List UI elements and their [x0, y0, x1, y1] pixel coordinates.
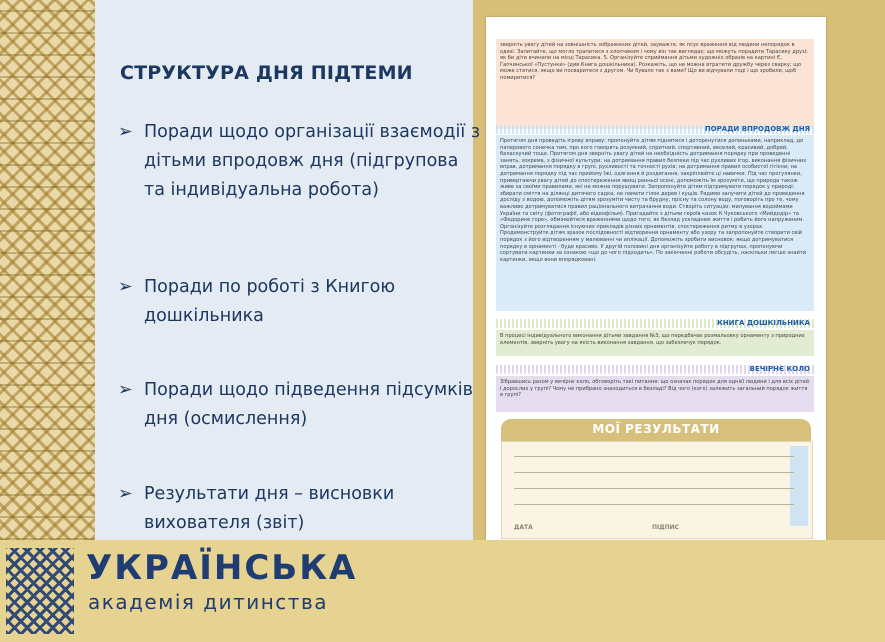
evening-section	[496, 376, 814, 412]
date-label: ДАТА	[514, 524, 533, 531]
bullet-text: Результати дня – висновки вихователя (звіт)	[144, 484, 395, 533]
bullet-item	[118, 376, 484, 434]
book-section	[496, 330, 814, 356]
bullet-text: Поради щодо організації взаємодії з дітьми впродовж дня (підгрупова та індивідуальна робота)	[144, 122, 481, 200]
brand-ornament-icon	[6, 548, 74, 634]
book-title: КНИГА ДОШКІЛЬНИКА	[717, 319, 810, 327]
brand-name-line1: УКРАЇНСЬКА	[86, 548, 358, 588]
brand-name-line2: академія дитинства	[88, 590, 328, 614]
document-page	[486, 17, 826, 542]
results-box	[501, 441, 813, 539]
bullet-item	[118, 118, 484, 205]
results-line	[514, 456, 794, 457]
arrow-bullet-icon: ➢	[118, 380, 133, 400]
left-ornament	[0, 0, 110, 540]
evening-title: ВЕЧІРНЄ КОЛО	[749, 365, 810, 373]
day-tips-title: ПОРАДИ ВПРОДОВЖ ДНЯ	[704, 125, 810, 133]
arrow-bullet-icon: ➢	[118, 484, 133, 504]
slide-title: СТРУКТУРА ДНЯ ПІДТЕМИ	[120, 62, 413, 84]
book-header	[496, 319, 814, 328]
day-tips-header	[496, 125, 814, 134]
results-line	[514, 488, 794, 489]
evening-header	[496, 365, 814, 374]
bullet-item	[118, 273, 484, 331]
arrow-bullet-icon: ➢	[118, 122, 133, 142]
day-tips-section	[496, 135, 814, 311]
results-line	[514, 472, 794, 473]
book-text: В процесі індивідуального виконання дітьми завдання №3, що передбачає розмальовку орнаменту з природних елементів, зверніть увагу на якість виконання завдання, що забезпечує порядок.	[500, 333, 805, 346]
intro-section	[496, 39, 814, 129]
results-header	[501, 419, 811, 441]
signature-label: ПІДПИС	[652, 524, 680, 531]
results-title: МОЇ РЕЗУЛЬТАТИ	[592, 422, 720, 436]
bullet-item	[118, 480, 484, 538]
results-tab	[790, 446, 808, 526]
arrow-bullet-icon: ➢	[118, 277, 133, 297]
bullet-text: Поради щодо підведення підсумків дня (осмислення)	[144, 380, 473, 429]
evening-text: Зібравшись разом у вечірнє коло, обговоріть такі питання: що означає порядок для однієї людини і для всіх дітей і дорослих у групі? Чому не прибрано знаходиться в безладі? Від чого (кого) залежить загальний порядок життя в групі?	[500, 379, 810, 399]
bullet-text: Поради по роботі з Книгою дошкільника	[144, 277, 396, 326]
day-tips-text: Протягом дня проведіть ігрову вправу: пропонуйте дітям піднятися і доторкнутися долоньками, наприклад, до паперового сонечка тим, про кого говорять розумний, спритний, спортивний, веселий, красивий, добрий, баласкучий тощо. Протягом дня зверніть увагу дітей на необхідність дотримання порядку при проведенні занять, зокрема, з фізичної культури; на дотримання правил безпеки під час рухливих ігор, виконання фізичних вправ, дотримання порядку в групі, рухливості та точності рухів; на дотримання правил особистої гігієни; на дотримання порядку під час прийому їжі, одягання й роздягання, закріплюйте ці навички. Під час прогулянки, привертаючи увагу дітей до спостереження явищ ранньої осені, допоможіть їм зрозуміти, що природа також живе за своїми правилами, які не можна порушувати. Запропонуйте дітям підтримувати порядок у природі: збирати сміття на ділянці дитячого садка, не ламати гілок дерев і кущів. Радимо залучити дітей до проведення досліду з водою, допоможіть дітям зрозуміти чисту та брудну, прісну та солону воду, поговоріть про те, чому важливо дотримуватися правил раціонального витрачання води. Створіть ситуацію: милування водоймами України та світу (фотографії, або відеофільм). Пригадайте з дітьми героїв казок К.Чуковського «Мийдодір» та «Федорине горе», обмінюйтеся враженнями щодо того, як безлад ускладнює життя і робить його напруженим. Організуйте розглядання існуючих прикладів різних орнаментів, спостереження ритму в узорах. Продемонструйте дітям зразок послідовності відтворення орнаменту або узору та запропонуйте створити свій порядок з його відтворенням у малюванні чи аплікації. Допоможіть зробити висновок: якщо дотримуватися порядку в орнаменті - буде красиво. У другій половині дня організуйте роботу в підгрупах, пропонуючи сортувати картинки за ознакою «що до чого підходить». По закінченні роботи обсудіть, наскільки легше знайти картинки, якщо вони впорядковані.	[500, 138, 807, 263]
results-line	[514, 504, 794, 505]
intro-text: зверніть увагу дітей на зовнішність зображених дітей, зауважте, як псує враження від людини непорядок в одязі. Запитайте, що могло трапитися з хлопчиком і чому він так виглядає; що можуть порадити Тарасику друзі; як би діти вчинили на місці Тарасика. 5. Організуйте сприймання дітьми художніх образів на картині Є. Гапчинської «Пустунки» (див.Книга дошкільника). Розкажіть, що не можна втратити дружбу через сварку; що може статися, якщо ви посваритеся з другом. Чи бувало так з вами? Що ви відчували тоді і що зробили, щоб помиритися?	[500, 42, 808, 81]
